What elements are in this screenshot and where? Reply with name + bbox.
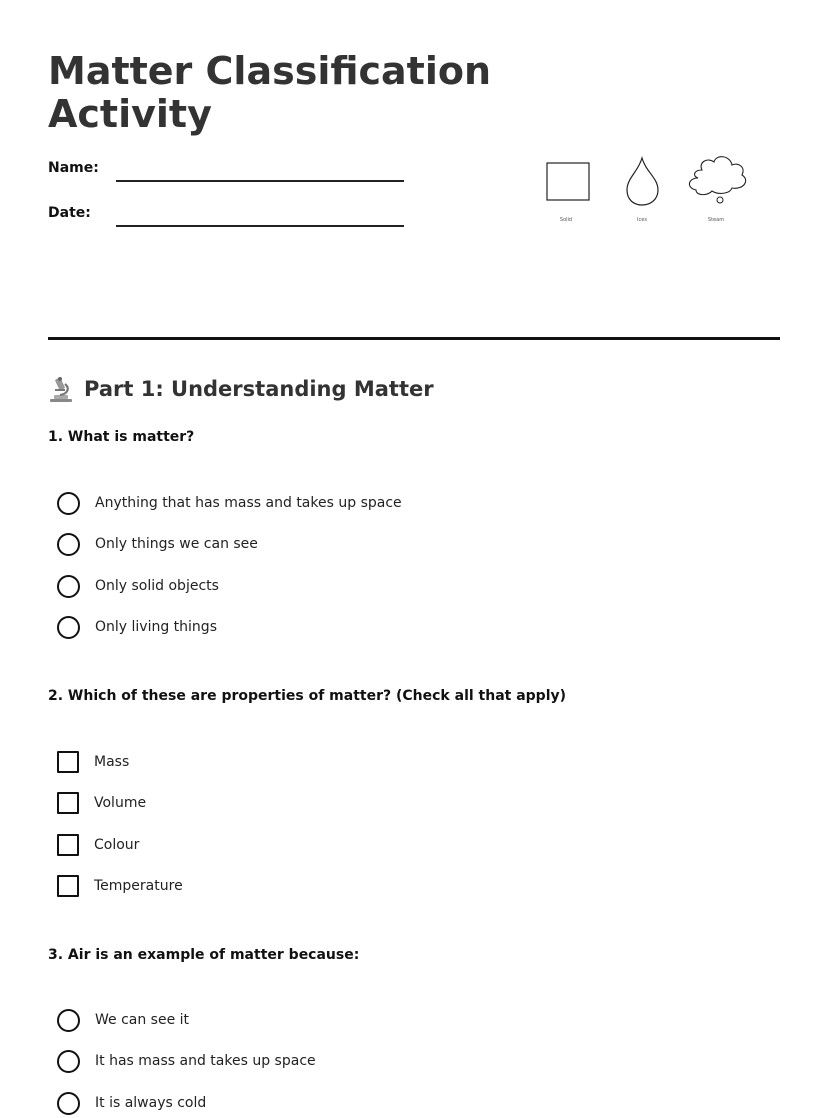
question-2-prompt: 2. Which of these are properties of matter? (Check all that apply) <box>48 688 567 704</box>
question-2-option[interactable] <box>57 873 183 899</box>
title-line-1: Matter Classification <box>48 49 492 93</box>
radio-button[interactable] <box>57 492 80 515</box>
radio-button[interactable] <box>57 1009 80 1032</box>
option-label: Temperature <box>94 878 183 894</box>
gas-cloud-icon <box>689 157 745 203</box>
solid-caption: Solid <box>559 217 573 223</box>
section-divider <box>48 337 780 340</box>
option-label: Only things we can see <box>95 536 258 552</box>
option-label: We can see it <box>95 1012 190 1028</box>
date-field[interactable] <box>116 225 404 227</box>
checkbox[interactable] <box>57 751 79 773</box>
solid-cube-icon <box>547 163 589 200</box>
question-1-option[interactable] <box>57 531 258 557</box>
option-label: Colour <box>94 837 140 853</box>
question-1-option[interactable] <box>57 573 219 599</box>
option-label: Mass <box>94 754 130 770</box>
option-label: It is always cold <box>95 1095 207 1111</box>
question-3-option[interactable] <box>57 1007 189 1033</box>
question-1-option[interactable] <box>57 614 217 640</box>
question-1-prompt: 1. What is matter? <box>48 429 195 445</box>
radio-button[interactable] <box>57 1092 80 1115</box>
date-label: Date: <box>48 205 91 221</box>
question-3-option[interactable] <box>57 1090 206 1116</box>
radio-button[interactable] <box>57 616 80 639</box>
option-label: Anything that has mass and takes up space <box>95 495 402 511</box>
worksheet-title <box>48 50 508 136</box>
name-field[interactable] <box>116 180 404 182</box>
checkbox[interactable] <box>57 875 79 897</box>
liquid-drop-icon <box>627 158 658 205</box>
liquid-caption: Ices <box>637 217 647 223</box>
question-3-option[interactable] <box>57 1048 316 1074</box>
title-line-2: Activity <box>48 92 212 136</box>
gas-caption: Steam <box>707 217 725 223</box>
section-heading-text: Part 1: Understanding Matter <box>84 377 434 401</box>
question-1-option[interactable] <box>57 490 402 516</box>
option-label: It has mass and takes up space <box>95 1053 316 1069</box>
question-2-option[interactable] <box>57 749 129 775</box>
radio-button[interactable] <box>57 1050 80 1073</box>
radio-button[interactable] <box>57 533 80 556</box>
option-label: Only living things <box>95 619 217 635</box>
question-2-option[interactable] <box>57 832 139 858</box>
question-3-prompt: 3. Air is an example of matter because: <box>48 947 360 963</box>
states-of-matter-illustration <box>540 150 756 230</box>
section-heading <box>48 374 434 404</box>
microscope-icon <box>48 375 74 403</box>
question-2-option[interactable] <box>57 790 146 816</box>
checkbox[interactable] <box>57 834 79 856</box>
option-label: Volume <box>94 795 147 811</box>
name-label: Name: <box>48 160 99 176</box>
radio-button[interactable] <box>57 575 80 598</box>
checkbox[interactable] <box>57 792 79 814</box>
option-label: Only solid objects <box>95 578 219 594</box>
